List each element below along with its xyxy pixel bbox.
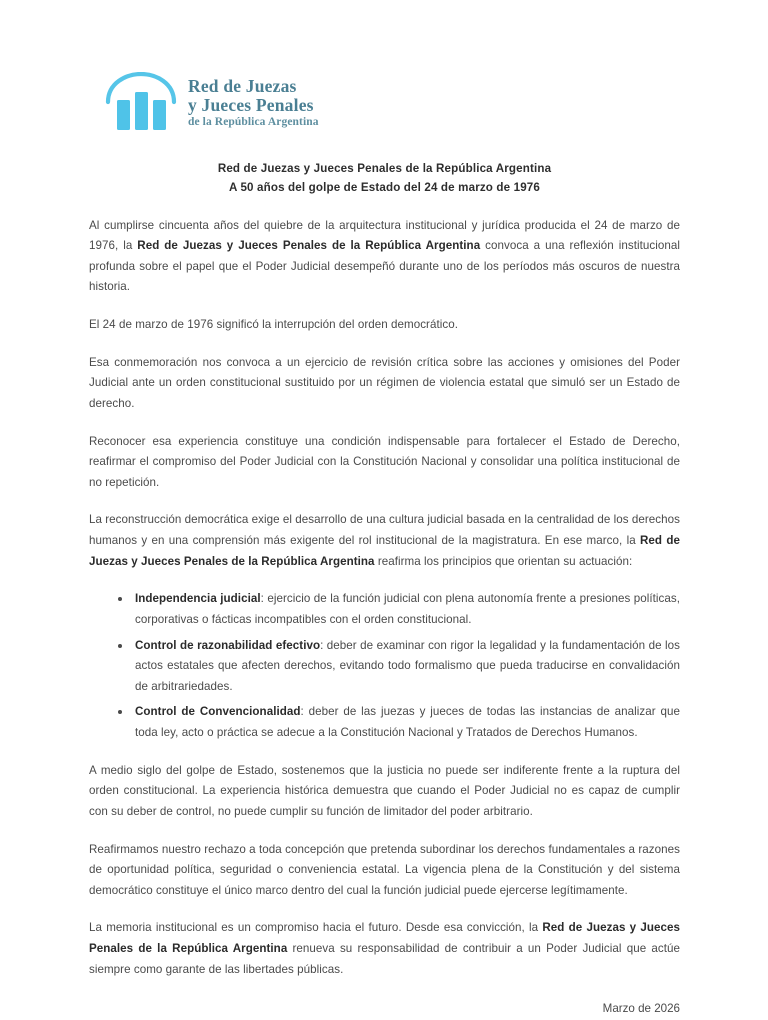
paragraph-1-part-c: convoca a una reflexión institucional profunda sobre el papel que el Poder Judicial desempeñó durante uno de los períodos más oscuros de nuestra historia. <box>89 239 680 294</box>
org-name-bold: Red de Juezas y Jueces Penales de la República Argentina <box>89 921 680 956</box>
org-name-bold: Red de Juezas y Jueces Penales de la República Argentina <box>89 534 680 568</box>
principle-description: : deber de examinar con rigor la legalidad y la fundamentación de los actos estatales que afecten derechos, evitando todo formalismo que pueda traducirse en convalidación de arbitrariedades. <box>135 638 680 693</box>
paragraph-3: Esa conmemoración nos convoca a un ejercicio de revisión crítica sobre las acciones y omisiones del Poder Judicial ante un orden constitucional sustituido por un régimen de violencia estatal que simuló ser un Estado de derecho. <box>89 355 680 410</box>
paragraph-1-part-a: Al cumplirse cincuenta años del quiebre de la arquitectura institucional y jurídica producida el 24 de marzo de 1976, la <box>89 218 680 253</box>
document-body <box>89 160 680 1020</box>
paragraph-4: Reconocer esa experiencia constituye una condición indispensable para fortalecer el Estado de Derecho, reafirmar el compromiso del Poder Judicial con la Constitución Nacional y consolidar una política institucional de no repetición. <box>89 434 680 489</box>
signoff-date: Marzo de 2026 <box>602 1002 680 1016</box>
paragraph-5 <box>89 510 680 572</box>
list-item <box>89 702 680 743</box>
paragraph-7: Reafirmamos nuestro rechazo a toda concepción que pretenda subordinar los derechos fundamentales a razones de oportunidad política, seguridad o conveniencia estatal. La vigencia plena de la Constitución y del sistema democrático constituye el único marco dentro del cual la función judicial puede ejercerse legítimamente. <box>89 842 680 897</box>
logo-line-1: Red de Juezas <box>188 75 297 96</box>
principle-description: : deber de las juezas y jueces de todas las instancias de analizar que toda ley, acto o práctica se adecue a la Constitución Nacional y Tratados de Derechos Humanos. <box>135 705 680 740</box>
title-line-2: A 50 años del golpe de Estado del 24 de marzo de 1976 <box>229 180 540 194</box>
logo-line-3: de la República Argentina <box>188 115 319 128</box>
paragraph-8-part-c: renueva su responsabilidad de contribuir a un Poder Judicial que actúe siempre como garante de las libertades públicas. <box>89 942 680 976</box>
logo-line-2: y Jueces Penales <box>188 95 314 116</box>
document-title <box>89 160 680 198</box>
list-item <box>89 589 680 630</box>
arch-pillars-logo-icon <box>104 72 178 134</box>
paragraph-2: El 24 de marzo de 1976 significó la interrupción del orden democrático. <box>89 318 458 332</box>
org-name-bold: Red de Juezas y Jueces Penales de la República Argentina <box>137 239 481 253</box>
principle-description: : ejercicio de la función judicial con plena autonomía frente a presiones políticas, corporativas o fácticas incompatibles con el orden constitucional. <box>135 592 680 626</box>
list-item <box>89 636 680 698</box>
title-line-1: Red de Juezas y Jueces Penales de la República Argentina <box>217 162 552 175</box>
letterhead <box>104 72 319 134</box>
paragraph-1 <box>89 216 680 299</box>
paragraph-8 <box>89 918 680 980</box>
paragraph-5-part-a: La reconstrucción democrática exige el desarrollo de una cultura judicial basada en la centralidad de los derechos humanos y en una comprensión más exigente del rol institucional de la magistratura. En ese marco, la <box>89 513 680 548</box>
principle-term: Control de Convencionalidad <box>135 705 301 719</box>
paragraph-5-part-c: reafirma los principios que orientan su actuación: <box>374 554 633 568</box>
principle-term: Independencia judicial <box>135 592 261 606</box>
principle-term: Control de razonabilidad efectivo <box>135 638 321 652</box>
logo-wordmark <box>188 75 319 129</box>
paragraph-8-part-a: La memoria institucional es un compromiso hacia el futuro. Desde esa convicción, la <box>89 921 543 935</box>
paragraph-6: A medio siglo del golpe de Estado, sostenemos que la justicia no puede ser indiferente frente a la ruptura del orden constitucional. La experiencia histórica demuestra que cuando el Poder Judicial no es capaz de cumplir con su deber de control, no puede cumplir su función de limitador del poder arbitrario. <box>89 763 680 818</box>
principles-list <box>89 589 680 743</box>
